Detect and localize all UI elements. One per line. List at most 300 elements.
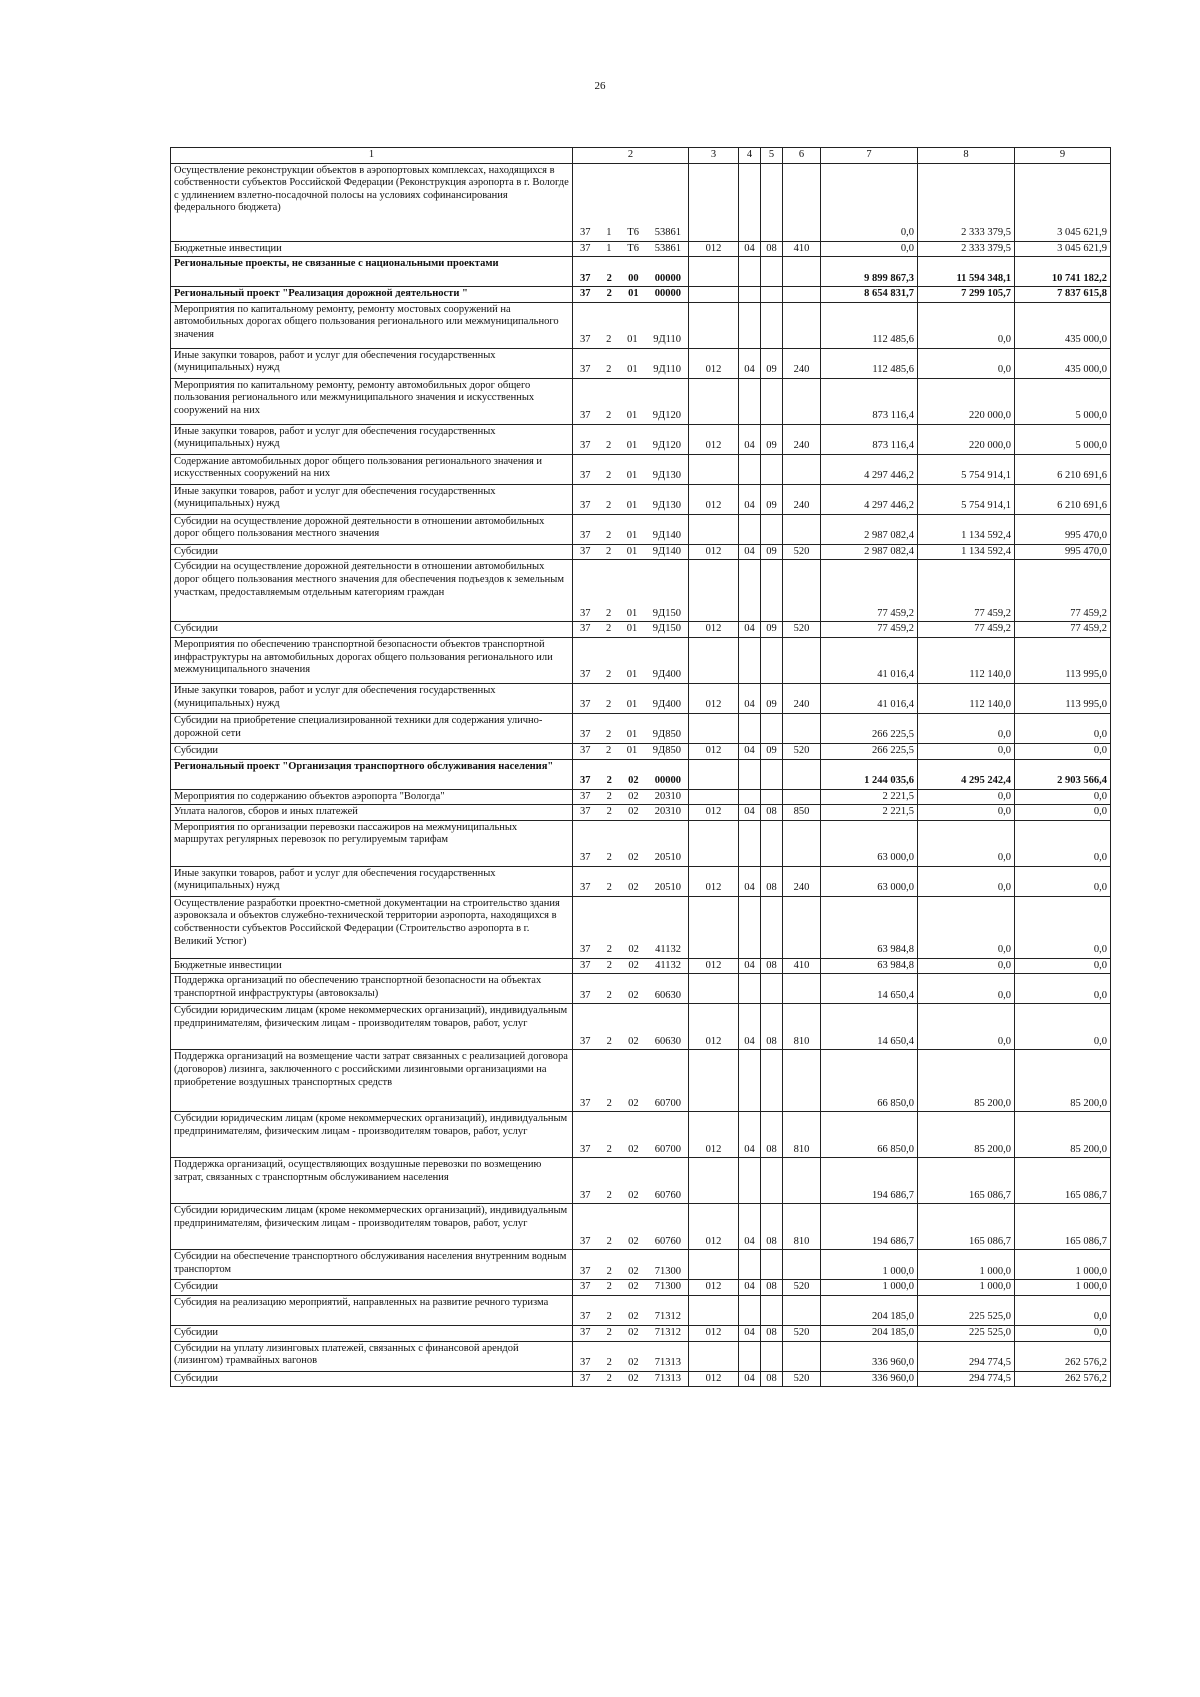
amount-year-3: 0,0 (1015, 820, 1111, 866)
amount-year-2: 220 000,0 (918, 424, 1015, 454)
ministry-code: 012 (689, 622, 739, 638)
row-name: Бюджетные инвестиции (171, 241, 573, 257)
ministry-code (689, 514, 739, 544)
subprogram-code: 2 (606, 669, 612, 681)
target-code-parts (576, 470, 685, 483)
table-row (171, 454, 1111, 484)
subsection-code: 09 (761, 424, 783, 454)
target-code-parts (576, 288, 685, 301)
target-code (573, 789, 689, 805)
ministry-code: 012 (689, 958, 739, 974)
direction-code: 9Д130 (652, 500, 681, 512)
section-code (739, 1295, 761, 1325)
ministry-code (689, 560, 739, 622)
table-row (171, 1341, 1111, 1371)
amount-year-2: 77 459,2 (918, 622, 1015, 638)
amount-year-1: 873 116,4 (821, 424, 918, 454)
section-code (739, 896, 761, 958)
amount-year-1: 2 221,5 (821, 789, 918, 805)
amount-year-1: 63 000,0 (821, 820, 918, 866)
project-code: 01 (626, 440, 638, 452)
direction-code: 71300 (654, 1281, 681, 1293)
ministry-code: 012 (689, 1371, 739, 1387)
amount-year-3: 7 837 615,8 (1015, 287, 1111, 303)
row-name: Содержание автомобильных дорог общего пользования регионального значения и искусственных сооружений на них (171, 454, 573, 484)
target-code-parts (576, 1036, 685, 1049)
expense-type-code (783, 1295, 821, 1325)
project-code: 01 (627, 364, 638, 376)
target-code-parts (576, 364, 685, 377)
table-row (171, 424, 1111, 454)
amount-year-1: 1 000,0 (821, 1250, 918, 1280)
table-row (171, 514, 1111, 544)
ministry-code (689, 896, 739, 958)
subsection-code (761, 974, 783, 1004)
target-code (573, 257, 689, 287)
ministry-code: 012 (689, 1204, 739, 1250)
expense-type-code (783, 514, 821, 544)
target-code (573, 287, 689, 303)
subsection-code (761, 257, 783, 287)
subsection-code: 08 (761, 1280, 783, 1296)
subsection-code: 09 (761, 622, 783, 638)
row-name: Субсидия на реализацию мероприятий, направленных на развитие речного туризма (171, 1295, 573, 1325)
subsection-code: 08 (761, 805, 783, 821)
subprogram-code: 2 (606, 989, 612, 1001)
project-code: 02 (628, 1281, 639, 1293)
table-row (171, 257, 1111, 287)
subprogram-code: 2 (606, 272, 612, 284)
row-name: Иные закупки товаров, работ и услуг для обеспечения государственных (муниципальных) нужд (171, 348, 573, 378)
target-code-parts (576, 546, 685, 559)
project-code: 00 (628, 272, 639, 284)
subprogram-code: 2 (606, 944, 613, 956)
subsection-code (761, 1295, 783, 1325)
program-code: 37 (580, 774, 591, 786)
row-name: Субсидии на уплату лизинговых платежей, связанных с финансовой арендой (лизингом) трамвайных вагонов (171, 1341, 573, 1371)
target-code-parts (576, 791, 685, 804)
section-code (739, 302, 761, 348)
amount-year-1: 1 000,0 (821, 1280, 918, 1296)
subsection-code (761, 287, 783, 303)
section-code (739, 257, 761, 287)
section-code: 04 (739, 1280, 761, 1296)
subsection-code: 09 (761, 743, 783, 759)
section-code (739, 713, 761, 743)
target-code (573, 1280, 689, 1296)
direction-code: 9Д140 (652, 530, 681, 542)
amount-year-3: 85 200,0 (1015, 1112, 1111, 1158)
subprogram-code: 2 (606, 1097, 612, 1109)
ministry-code (689, 1295, 739, 1325)
program-code: 37 (580, 288, 591, 300)
subprogram-code: 2 (606, 1372, 612, 1384)
amount-year-1: 41 016,4 (821, 637, 918, 683)
amount-year-3: 2 903 566,4 (1015, 759, 1111, 789)
row-name: Мероприятия по обеспечению транспортной безопасности объектов транспортной инфраструктуры на автомобильных дорогах общего пользования регионального или межмуниципального значения (171, 637, 573, 683)
amount-year-3: 85 200,0 (1015, 1050, 1111, 1112)
row-name: Субсидии юридическим лицам (кроме некоммерческих организаций), индивидуальным предпринимателям, физическим лицам - производителям товаров, работ, услуг (171, 1004, 573, 1050)
subprogram-code: 2 (606, 1326, 612, 1338)
table-row (171, 958, 1111, 974)
project-code: 01 (626, 607, 638, 619)
ministry-code: 012 (689, 1325, 739, 1341)
section-code (739, 287, 761, 303)
project-code: 02 (628, 1189, 639, 1201)
column-header: 7 (821, 148, 918, 164)
row-name: Субсидии (171, 1371, 573, 1387)
project-code: 02 (628, 989, 639, 1001)
ministry-code: 012 (689, 1280, 739, 1296)
project-code: 02 (628, 1235, 639, 1247)
target-code (573, 1112, 689, 1158)
amount-year-2: 0,0 (918, 805, 1015, 821)
amount-year-1: 4 297 446,2 (821, 484, 918, 514)
column-header: 9 (1015, 148, 1111, 164)
amount-year-3: 113 995,0 (1015, 637, 1111, 683)
target-code-parts (576, 990, 685, 1003)
amount-year-2: 4 295 242,4 (918, 759, 1015, 789)
amount-year-3: 435 000,0 (1015, 348, 1111, 378)
program-code: 37 (580, 944, 591, 956)
target-code-parts (576, 530, 685, 543)
table-row (171, 1325, 1111, 1341)
project-code: 01 (627, 334, 638, 346)
target-code-parts (576, 273, 685, 286)
section-code: 04 (739, 484, 761, 514)
subsection-code (761, 1341, 783, 1371)
target-code (573, 743, 689, 759)
target-code-parts (576, 852, 685, 865)
amount-year-2: 112 140,0 (918, 637, 1015, 683)
program-code: 37 (580, 623, 591, 635)
target-code-parts (576, 669, 685, 682)
section-code: 04 (739, 424, 761, 454)
direction-code: 00000 (654, 288, 681, 300)
ministry-code: 012 (689, 544, 739, 560)
target-code (573, 348, 689, 378)
target-code (573, 1204, 689, 1250)
project-code: 01 (626, 623, 638, 635)
subsection-code: 09 (761, 348, 783, 378)
subsection-code (761, 1250, 783, 1280)
program-code: 37 (580, 607, 591, 619)
project-code: 01 (626, 744, 638, 756)
target-code-parts (576, 410, 685, 423)
target-code-parts (576, 1190, 685, 1203)
amount-year-2: 5 754 914,1 (918, 484, 1015, 514)
expense-type-code: 410 (783, 241, 821, 257)
table-row (171, 484, 1111, 514)
section-code: 04 (739, 1112, 761, 1158)
amount-year-2: 11 594 348,1 (918, 257, 1015, 287)
program-code: 37 (580, 1143, 591, 1155)
project-code: 01 (628, 288, 639, 300)
row-name: Поддержка организаций по обеспечению транспортной безопасности на объектах транспортной инфраструктуры (автовокзалы) (171, 974, 573, 1004)
ministry-code (689, 302, 739, 348)
row-name: Поддержка организаций, осуществляющих воздушные перевозки по возмещению затрат, связанных с транспортным обслуживанием населения (171, 1158, 573, 1204)
project-code: 02 (628, 959, 639, 971)
subprogram-code: 2 (606, 1235, 612, 1247)
row-name: Иные закупки товаров, работ и услуг для обеспечения государственных (муниципальных) нужд (171, 484, 573, 514)
target-code-parts (576, 227, 685, 240)
direction-code: 71300 (654, 1265, 681, 1277)
program-code: 37 (580, 1097, 591, 1109)
target-code (573, 1325, 689, 1341)
amount-year-2: 85 200,0 (918, 1050, 1015, 1112)
amount-year-1: 0,0 (821, 163, 918, 241)
table-row (171, 163, 1111, 241)
table-row (171, 1050, 1111, 1112)
amount-year-3: 0,0 (1015, 713, 1111, 743)
direction-code: 9Д150 (652, 623, 681, 635)
amount-year-2: 1 000,0 (918, 1280, 1015, 1296)
project-code: 02 (628, 1372, 639, 1384)
amount-year-3: 262 576,2 (1015, 1371, 1111, 1387)
target-code-parts (576, 729, 685, 742)
table-row (171, 974, 1111, 1004)
amount-year-3: 0,0 (1015, 958, 1111, 974)
target-code-parts (576, 440, 685, 453)
subsection-code: 08 (761, 241, 783, 257)
amount-year-2: 1 000,0 (918, 1250, 1015, 1280)
subprogram-code: 2 (606, 852, 612, 864)
amount-year-2: 0,0 (918, 1004, 1015, 1050)
direction-code: 71312 (654, 1311, 681, 1323)
expense-type-code: 240 (783, 424, 821, 454)
expense-type-code (783, 637, 821, 683)
direction-code: 00000 (654, 272, 681, 284)
expense-type-code (783, 1250, 821, 1280)
ministry-code: 012 (689, 805, 739, 821)
target-code (573, 622, 689, 638)
row-name: Региональный проект "Реализация дорожной деятельности " (171, 287, 573, 303)
amount-year-1: 14 650,4 (821, 974, 918, 1004)
direction-code: 60700 (654, 1097, 681, 1109)
section-code (739, 454, 761, 484)
row-name: Субсидии (171, 544, 573, 560)
direction-code: 9Д850 (652, 729, 681, 741)
program-code: 37 (580, 989, 591, 1001)
subprogram-code: 2 (606, 607, 612, 619)
table-row (171, 1158, 1111, 1204)
expense-type-code (783, 820, 821, 866)
amount-year-3: 1 000,0 (1015, 1280, 1111, 1296)
column-header: 1 (171, 148, 573, 164)
subprogram-code: 2 (606, 470, 612, 482)
target-code-parts (576, 745, 685, 758)
subprogram-code: 2 (606, 623, 612, 635)
expense-type-code: 520 (783, 544, 821, 560)
direction-code: 60630 (654, 1035, 681, 1047)
amount-year-3: 262 576,2 (1015, 1341, 1111, 1371)
ministry-code: 012 (689, 1112, 739, 1158)
program-code: 37 (580, 1035, 591, 1047)
subprogram-code: 2 (606, 440, 612, 452)
row-name: Региональный проект "Организация транспортного обслуживания населения" (171, 759, 573, 789)
ministry-code (689, 257, 739, 287)
row-name: Мероприятия по организации перевозки пассажиров на межмуниципальных маршрутах регулярных перевозок по регулируемым тарифам (171, 820, 573, 866)
table-row (171, 866, 1111, 896)
row-name: Субсидии (171, 1280, 573, 1296)
row-name: Субсидии (171, 622, 573, 638)
amount-year-2: 0,0 (918, 896, 1015, 958)
amount-year-3: 0,0 (1015, 743, 1111, 759)
target-code (573, 974, 689, 1004)
subsection-code: 08 (761, 1325, 783, 1341)
target-code (573, 713, 689, 743)
target-code-parts (576, 608, 685, 621)
subsection-code (761, 1158, 783, 1204)
program-code: 37 (580, 729, 591, 741)
amount-year-1: 194 686,7 (821, 1204, 918, 1250)
subsection-code (761, 820, 783, 866)
amount-year-1: 336 960,0 (821, 1341, 918, 1371)
amount-year-3: 435 000,0 (1015, 302, 1111, 348)
subsection-code (761, 713, 783, 743)
direction-code: 60700 (654, 1143, 681, 1155)
amount-year-1: 77 459,2 (821, 560, 918, 622)
project-code: 01 (626, 699, 638, 711)
program-code: 37 (580, 669, 591, 681)
expense-type-code (783, 896, 821, 958)
target-code (573, 1341, 689, 1371)
amount-year-2: 2 333 379,5 (918, 241, 1015, 257)
subprogram-code: 2 (606, 1281, 612, 1293)
subprogram-code: 2 (606, 744, 612, 756)
section-code (739, 163, 761, 241)
target-code (573, 378, 689, 424)
table-row (171, 820, 1111, 866)
project-code: 01 (626, 669, 638, 681)
section-code: 04 (739, 958, 761, 974)
amount-year-3: 995 470,0 (1015, 544, 1111, 560)
direction-code: 60760 (654, 1189, 681, 1201)
amount-year-3: 5 000,0 (1015, 378, 1111, 424)
amount-year-1: 266 225,5 (821, 743, 918, 759)
target-code-parts (576, 1311, 685, 1324)
amount-year-1: 4 297 446,2 (821, 454, 918, 484)
subsection-code (761, 378, 783, 424)
subprogram-code: 2 (606, 1311, 612, 1323)
program-code: 37 (580, 545, 591, 557)
subsection-code: 09 (761, 683, 783, 713)
section-code (739, 1341, 761, 1371)
row-name: Субсидии юридическим лицам (кроме некоммерческих организаций), индивидуальным предпринимателям, физическим лицам - производителям товаров, работ, услуг (171, 1112, 573, 1158)
target-code-parts (576, 1098, 685, 1111)
row-name: Осуществление реконструкции объектов в аэропортовых комплексах, находящихся в собственности субъектов Российской Федерации (Реконструкция аэропорта в г. Вологде с удлинением взлетно-посадочной полосы на условиях софинансирования федерального бюджета) (171, 163, 573, 241)
target-code (573, 544, 689, 560)
direction-code: 71312 (654, 1326, 681, 1338)
project-code: 02 (628, 1265, 639, 1277)
amount-year-1: 14 650,4 (821, 1004, 918, 1050)
expense-type-code: 810 (783, 1004, 821, 1050)
table-row (171, 622, 1111, 638)
direction-code: 41132 (655, 944, 681, 956)
project-code: 02 (628, 774, 639, 786)
target-code (573, 759, 689, 789)
expense-type-code: 410 (783, 958, 821, 974)
amount-year-2: 0,0 (918, 713, 1015, 743)
amount-year-3: 0,0 (1015, 974, 1111, 1004)
subprogram-code: 2 (606, 1035, 612, 1047)
direction-code: 9Д110 (653, 334, 681, 346)
project-code: 01 (626, 729, 638, 741)
amount-year-2: 1 134 592,4 (918, 544, 1015, 560)
ministry-code (689, 1341, 739, 1371)
target-code (573, 560, 689, 622)
subprogram-code: 2 (606, 882, 612, 894)
ministry-code (689, 637, 739, 683)
amount-year-1: 77 459,2 (821, 622, 918, 638)
table-row (171, 1280, 1111, 1296)
amount-year-1: 194 686,7 (821, 1158, 918, 1204)
amount-year-1: 8 654 831,7 (821, 287, 918, 303)
target-code-parts (576, 500, 685, 513)
program-code: 37 (580, 790, 591, 802)
table-row (171, 560, 1111, 622)
ministry-code (689, 163, 739, 241)
table-row (171, 805, 1111, 821)
direction-code: 9Д850 (652, 744, 681, 756)
amount-year-1: 63 984,8 (821, 896, 918, 958)
amount-year-2: 165 086,7 (918, 1204, 1015, 1250)
amount-year-3: 165 086,7 (1015, 1158, 1111, 1204)
ministry-code (689, 974, 739, 1004)
target-code-parts (576, 960, 685, 973)
program-code: 37 (580, 364, 591, 376)
program-code: 37 (580, 806, 591, 818)
amount-year-1: 336 960,0 (821, 1371, 918, 1387)
project-code: 02 (628, 1097, 639, 1109)
subsection-code (761, 163, 783, 241)
section-code (739, 974, 761, 1004)
section-code: 04 (739, 622, 761, 638)
target-code (573, 1050, 689, 1112)
project-code: 02 (628, 882, 639, 894)
project-code: 02 (628, 944, 639, 956)
table-row (171, 1250, 1111, 1280)
target-code-parts (576, 1373, 685, 1386)
project-code: 02 (628, 1326, 639, 1338)
subsection-code (761, 514, 783, 544)
amount-year-3: 77 459,2 (1015, 622, 1111, 638)
section-code: 04 (739, 1004, 761, 1050)
section-code (739, 514, 761, 544)
amount-year-3: 5 000,0 (1015, 424, 1111, 454)
target-code (573, 896, 689, 958)
row-name: Иные закупки товаров, работ и услуг для обеспечения государственных (муниципальных) нужд (171, 424, 573, 454)
table-row (171, 637, 1111, 683)
amount-year-3: 995 470,0 (1015, 514, 1111, 544)
amount-year-3: 0,0 (1015, 789, 1111, 805)
expense-type-code (783, 713, 821, 743)
expense-type-code (783, 789, 821, 805)
project-code: 02 (628, 1356, 639, 1368)
target-code (573, 1250, 689, 1280)
direction-code: 20510 (654, 852, 681, 864)
direction-code: 20510 (654, 882, 681, 894)
target-code-parts (576, 1236, 685, 1249)
target-code (573, 1004, 689, 1050)
amount-year-2: 5 754 914,1 (918, 454, 1015, 484)
subsection-code (761, 302, 783, 348)
expense-type-code: 240 (783, 866, 821, 896)
ministry-code (689, 789, 739, 805)
subprogram-code: 2 (606, 729, 612, 741)
amount-year-2: 7 299 105,7 (918, 287, 1015, 303)
expense-type-code (783, 759, 821, 789)
